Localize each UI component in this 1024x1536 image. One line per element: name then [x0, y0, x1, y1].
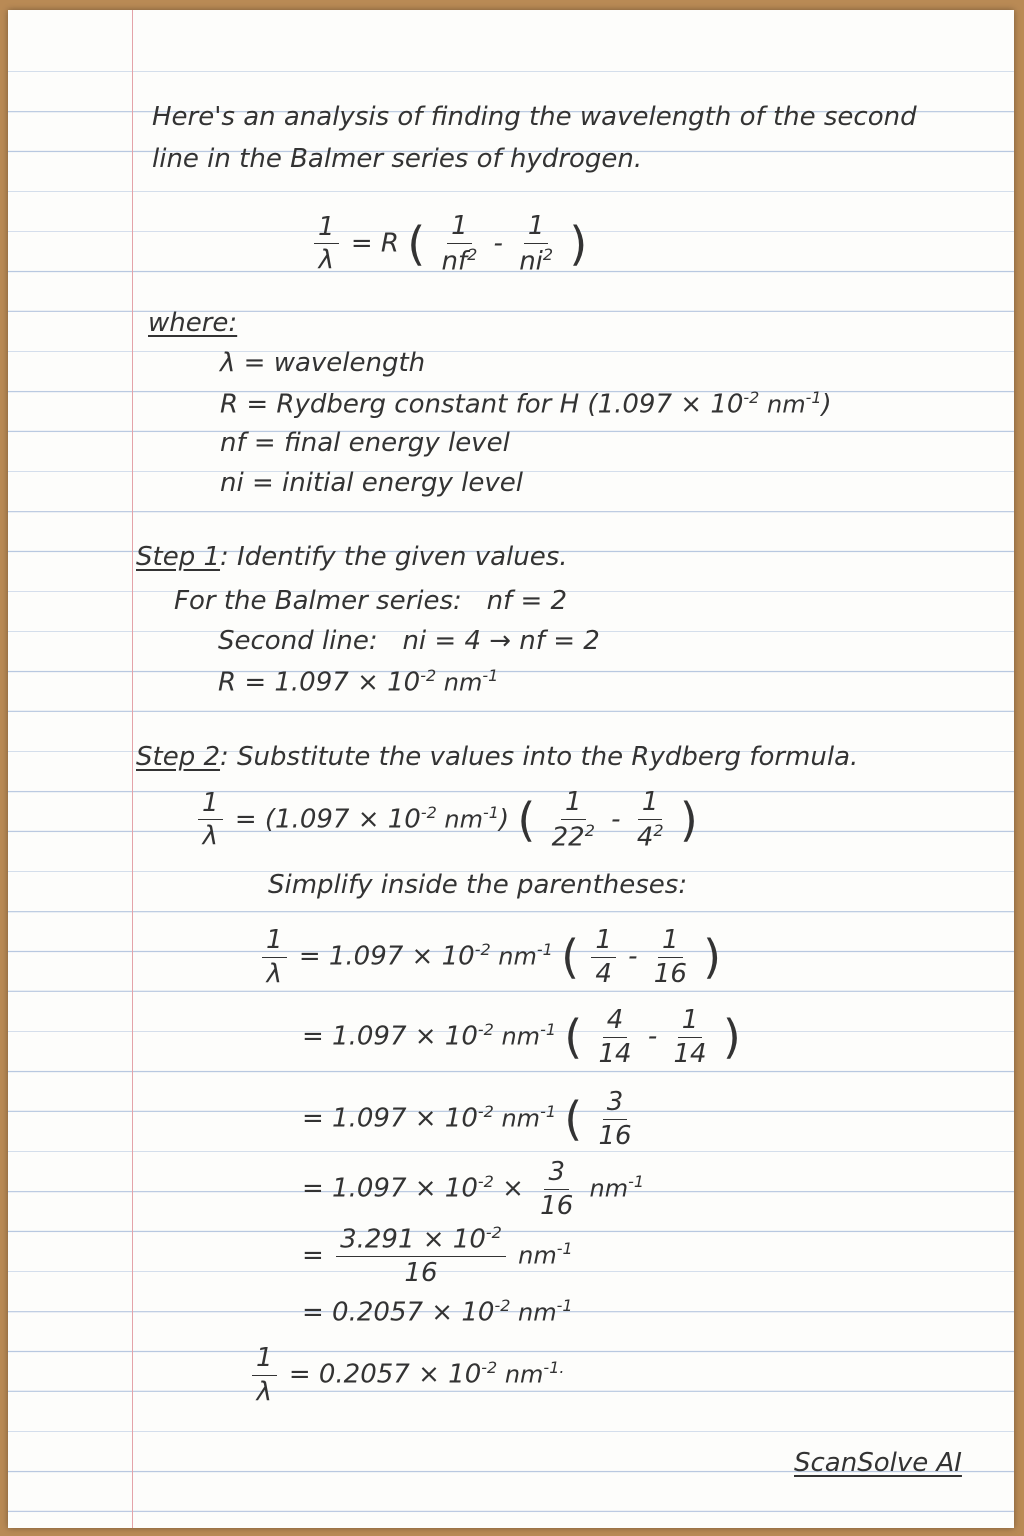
step2-heading: Step 2: Substitute the values into the Rydberg formula.: [136, 742, 859, 772]
simplify-line-4: = $1.097 \times 10^{-2}$ × $\frac{3}{16}$ $nm^{-1}$: [302, 1157, 645, 1221]
r-value-line: $R = 1.097 \times 10^{-2}$ $nm^{-1}$: [218, 666, 499, 698]
final-result: $\frac{1}{\lambda}$ = $0.2057 \times 10^{-2}$ $nm^{-1.}$: [248, 1344, 564, 1406]
simplify-line-3: = $1.097 \times 10^{-2}$ $nm^{-1}$ ( $\frac{3}{16}$: [302, 1087, 632, 1151]
simplify-line-1: $\frac{1}{\lambda}$ = $1.097 \times 10^{-2}$ $nm^{-1}$ ( $\frac{1}{4}$ - $\frac{1}{16}$ ): [258, 926, 721, 988]
margin-line: [132, 10, 133, 1528]
where-label: where:: [148, 308, 238, 338]
term1-fraction: $\frac{1}{nf^2}$: [441, 211, 478, 277]
term2-fraction: $\frac{1}{ni^2}$: [519, 211, 554, 277]
sub-fraction-1: $\frac{1}{22^2}$: [551, 787, 595, 853]
def-nf: nf = final energy level: [220, 428, 510, 458]
simplify-line-5: = $\frac{3.291 \times 10^{-2}}{16}$ $nm^{-1}$: [302, 1223, 573, 1289]
intro-line-2: line in the Balmer series of hydrogen.: [152, 144, 643, 174]
simplify-line-2: = $1.097 \times 10^{-2}$ $nm^{-1}$ ( $\frac{4}{14}$ - $\frac{1}{14}$ ): [302, 1005, 741, 1069]
def-rydberg: R = Rydberg constant for H ($1.097 \times 10^{-2}$ $nm^{-1}$): [220, 388, 832, 420]
lhs-fraction: $\frac{1}{\lambda}$: [314, 213, 339, 275]
simplify-line-6: = $0.2057 \times 10^{-2}$ $nm^{-1}$: [302, 1296, 573, 1328]
rydberg-formula: $\frac{1}{\lambda}$ = R ( $\frac{1}{nf^2}$ - $\frac{1}{ni^2}$ ): [310, 212, 587, 276]
second-line: Second line: ni = 4 → nf = 2: [218, 626, 600, 656]
notebook-paper: [8, 10, 1014, 1528]
substitution-line: $\frac{1}{\lambda}$ = ($1.097 \times 10^{-2}$ $nm^{-1}$) ( $\frac{1}{22^2}$ - $\frac{1}{4^2}$ ): [194, 788, 698, 852]
sub-fraction-2: $\frac{1}{4^2}$: [636, 787, 664, 853]
intro-line-1: Here's an analysis of finding the wavelength of the second: [152, 102, 917, 132]
step1-heading: Step 1: Identify the given values.: [136, 542, 568, 572]
brand-signature: ScanSolve AI: [794, 1448, 962, 1478]
lhs-fraction: $\frac{1}{\lambda}$: [198, 789, 223, 851]
simplify-label: Simplify inside the parentheses:: [268, 870, 688, 900]
def-ni: ni = initial energy level: [220, 468, 523, 498]
def-lambda: λ = wavelength: [220, 348, 426, 378]
balmer-series-line: For the Balmer series: nf = 2: [174, 586, 568, 616]
